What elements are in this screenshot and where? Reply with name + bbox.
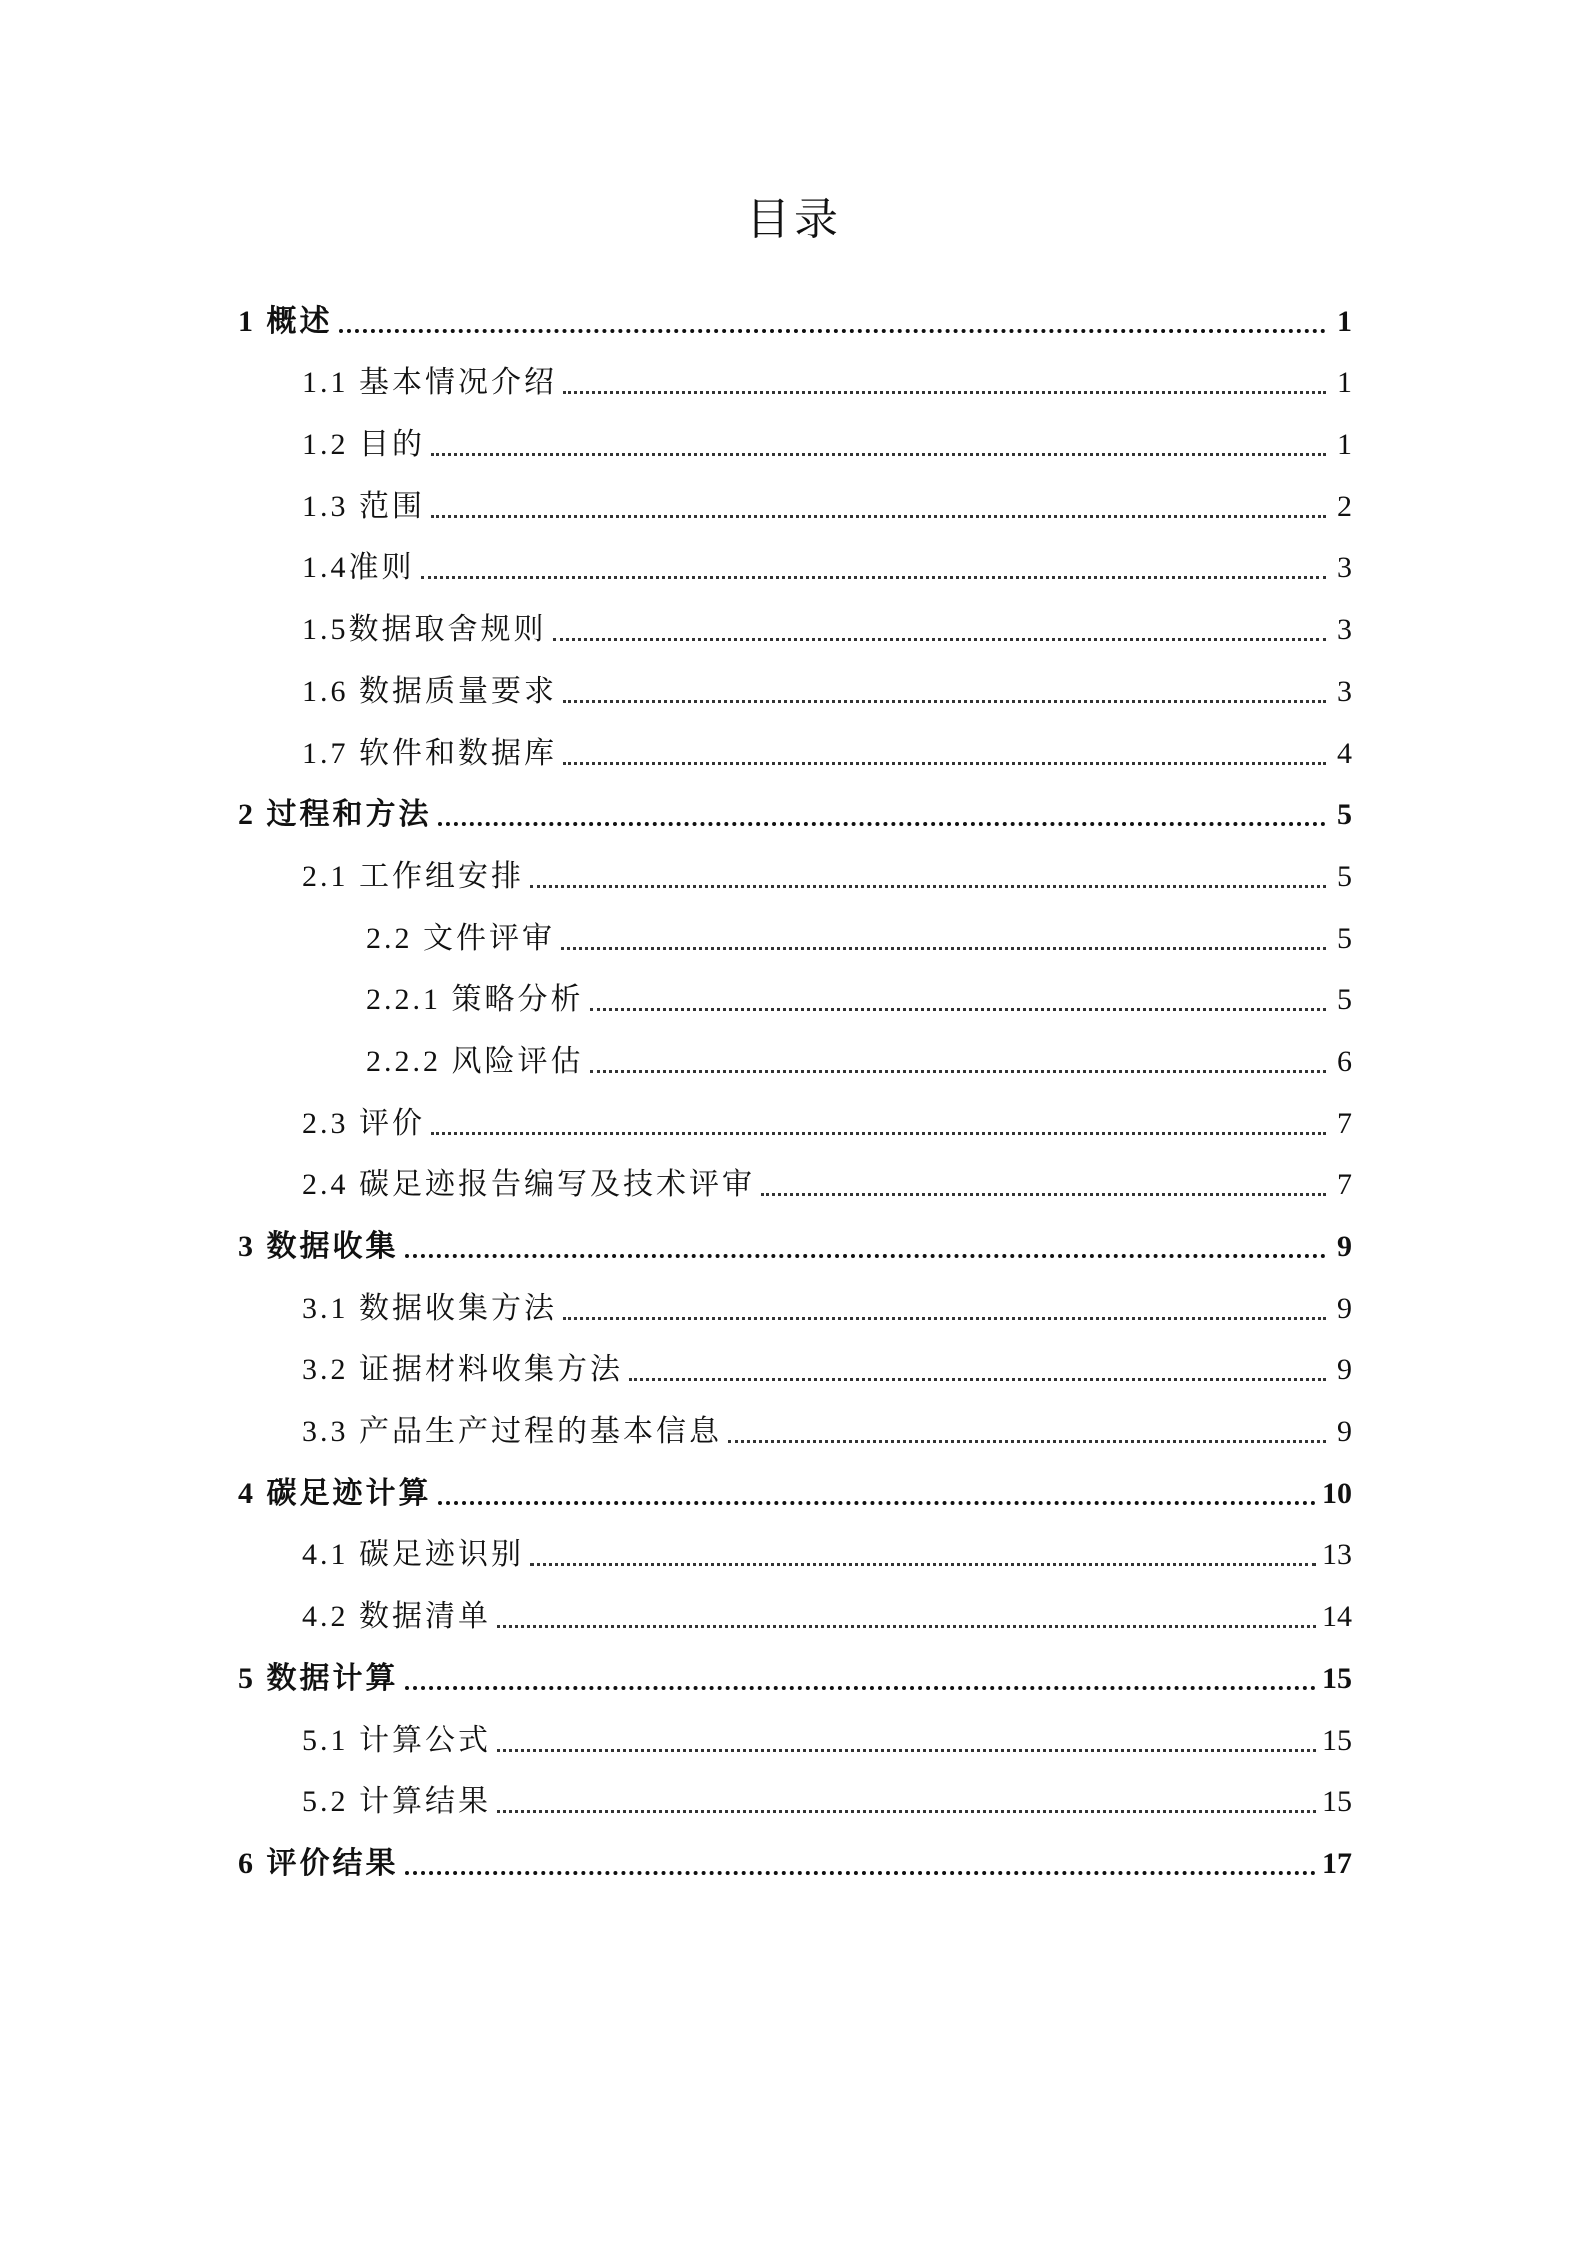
toc-dot-leader — [431, 1131, 1326, 1135]
toc-entry[interactable] — [238, 411, 1352, 473]
toc-entry-page-number: 10 — [1322, 1476, 1352, 1510]
toc-entry[interactable] — [238, 1830, 1352, 1892]
toc-entry[interactable] — [238, 1583, 1352, 1645]
toc-dot-leader — [761, 1192, 1326, 1196]
toc-entry-label: 1.7 软件和数据库 — [302, 736, 557, 770]
toc-entry-label: 6 评价结果 — [238, 1846, 399, 1880]
toc-dot-leader — [405, 1253, 1327, 1258]
toc-entry[interactable] — [238, 1213, 1352, 1275]
toc-entry[interactable] — [238, 350, 1352, 412]
toc-dot-leader — [497, 1809, 1316, 1813]
toc-entry-label: 1.5数据取舍规则 — [302, 613, 547, 647]
toc-dot-leader — [438, 821, 1327, 826]
toc-entry-page-number: 3 — [1337, 613, 1352, 647]
toc-entry[interactable] — [238, 1275, 1352, 1337]
toc-entry-label: 1 概述 — [238, 304, 333, 338]
toc-entry[interactable] — [238, 782, 1352, 844]
toc-entry[interactable] — [238, 1522, 1352, 1584]
toc-dot-leader — [629, 1377, 1326, 1381]
toc-entry-page-number: 15 — [1322, 1723, 1352, 1757]
toc-entry-page-number: 14 — [1322, 1600, 1352, 1634]
toc-dot-leader — [590, 1069, 1327, 1073]
toc-dot-leader — [563, 761, 1326, 765]
toc-entry[interactable] — [238, 535, 1352, 597]
toc-entry-page-number: 5 — [1337, 983, 1352, 1017]
toc-entry-label: 4.1 碳足迹识别 — [302, 1538, 524, 1572]
toc-entry[interactable] — [238, 1769, 1352, 1831]
toc-entry-label: 5.2 计算结果 — [302, 1785, 491, 1819]
toc-entry[interactable] — [238, 473, 1352, 535]
table-of-contents — [238, 288, 1352, 1892]
toc-entry-page-number: 13 — [1322, 1538, 1352, 1572]
toc-entry-label: 4 碳足迹计算 — [238, 1476, 432, 1510]
toc-entry-page-number: 1 — [1337, 304, 1352, 338]
toc-entry-label: 1.1 基本情况介绍 — [302, 366, 557, 400]
toc-entry-label: 5.1 计算公式 — [302, 1723, 491, 1757]
toc-dot-leader — [563, 390, 1326, 394]
toc-entry[interactable] — [238, 596, 1352, 658]
toc-entry-label: 3.2 证据材料收集方法 — [302, 1353, 623, 1387]
toc-entry[interactable] — [238, 1645, 1352, 1707]
toc-dot-leader — [563, 699, 1326, 703]
toc-entry[interactable] — [238, 1707, 1352, 1769]
toc-dot-leader — [497, 1624, 1316, 1628]
toc-entry-page-number: 2 — [1337, 489, 1352, 523]
toc-entry-label: 5 数据计算 — [238, 1661, 399, 1695]
toc-dot-leader — [728, 1439, 1326, 1443]
toc-entry-label: 3.1 数据收集方法 — [302, 1291, 557, 1325]
toc-entry-label: 2.1 工作组安排 — [302, 859, 524, 893]
toc-entry[interactable] — [238, 288, 1352, 350]
toc-dot-leader — [561, 946, 1326, 950]
toc-entry-label: 1.6 数据质量要求 — [302, 674, 557, 708]
toc-entry-label: 1.3 范围 — [302, 489, 425, 523]
toc-title: 目录 — [746, 194, 842, 245]
toc-entry-page-number: 15 — [1322, 1785, 1352, 1819]
toc-entry-page-number: 1 — [1337, 428, 1352, 462]
toc-entry-label: 1.2 目的 — [302, 428, 425, 462]
toc-dot-leader — [431, 452, 1326, 456]
toc-dot-leader — [590, 1007, 1327, 1011]
toc-entry-label: 4.2 数据清单 — [302, 1600, 491, 1634]
toc-entry-page-number: 7 — [1337, 1106, 1352, 1140]
toc-entry-page-number: 15 — [1322, 1661, 1352, 1695]
toc-entry-page-number: 3 — [1337, 674, 1352, 708]
toc-entry-page-number: 3 — [1337, 551, 1352, 585]
toc-dot-leader — [339, 328, 1327, 333]
toc-entry-label: 2.2.2 风险评估 — [366, 1044, 584, 1078]
toc-dot-leader — [530, 1562, 1316, 1566]
toc-entry[interactable] — [238, 658, 1352, 720]
toc-dot-leader — [563, 1316, 1326, 1320]
toc-entry-label: 1.4准则 — [302, 551, 415, 585]
toc-entry[interactable] — [238, 1337, 1352, 1399]
toc-entry-label: 3.3 产品生产过程的基本信息 — [302, 1415, 722, 1449]
toc-dot-leader — [553, 637, 1327, 641]
toc-dot-leader — [405, 1685, 1317, 1690]
toc-dot-leader — [438, 1500, 1317, 1505]
toc-entry-page-number: 1 — [1337, 366, 1352, 400]
toc-entry-label: 2.4 碳足迹报告编写及技术评审 — [302, 1168, 755, 1202]
toc-entry-page-number: 9 — [1337, 1415, 1352, 1449]
toc-entry[interactable] — [238, 843, 1352, 905]
toc-entry-page-number: 7 — [1337, 1168, 1352, 1202]
toc-dot-leader — [421, 575, 1327, 579]
toc-entry-page-number: 6 — [1337, 1044, 1352, 1078]
toc-entry[interactable] — [238, 1460, 1352, 1522]
toc-entry-label: 2.2 文件评审 — [366, 921, 555, 955]
toc-entry-label: 2.3 评价 — [302, 1106, 425, 1140]
toc-entry-page-number: 5 — [1337, 859, 1352, 893]
toc-dot-leader — [530, 884, 1326, 888]
toc-entry-page-number: 17 — [1322, 1846, 1352, 1880]
toc-entry[interactable] — [238, 967, 1352, 1029]
toc-dot-leader — [431, 514, 1326, 518]
toc-entry[interactable] — [238, 720, 1352, 782]
toc-entry-page-number: 5 — [1337, 921, 1352, 955]
toc-entry-page-number: 9 — [1337, 1353, 1352, 1387]
toc-entry-page-number: 9 — [1337, 1291, 1352, 1325]
toc-entry-label: 2 过程和方法 — [238, 798, 432, 832]
toc-dot-leader — [497, 1748, 1316, 1752]
toc-entry-page-number: 9 — [1337, 1230, 1352, 1263]
toc-entry[interactable] — [238, 1090, 1352, 1152]
toc-entry[interactable] — [238, 1398, 1352, 1460]
toc-dot-leader — [405, 1870, 1317, 1875]
toc-entry[interactable] — [238, 1152, 1352, 1214]
toc-entry-page-number: 5 — [1337, 798, 1352, 832]
toc-entry[interactable] — [238, 1028, 1352, 1090]
toc-entry-page-number: 4 — [1337, 736, 1352, 770]
toc-entry[interactable] — [238, 905, 1352, 967]
toc-entry-label: 2.2.1 策略分析 — [366, 983, 584, 1017]
toc-entry-label: 3 数据收集 — [238, 1230, 399, 1263]
